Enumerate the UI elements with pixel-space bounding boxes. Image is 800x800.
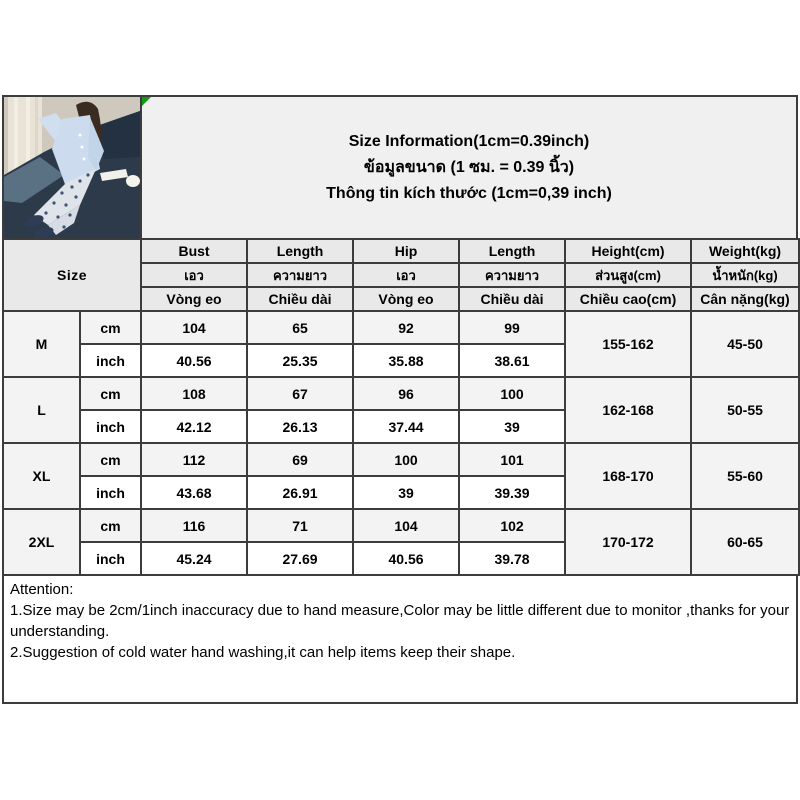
unit-label-inch: inch	[80, 476, 141, 509]
header-row	[2, 95, 798, 240]
col-header-weight-vi: Cân nặng(kg)	[691, 287, 799, 311]
product-photo-illustration	[4, 97, 140, 238]
cell-l-height: 162-168	[565, 377, 691, 443]
row-xl-cm	[3, 443, 799, 476]
cell-m-bust-cm: 104	[141, 311, 247, 344]
col-header-length2-en: Length	[459, 239, 565, 263]
cell-m-height: 155-162	[565, 311, 691, 377]
cell-2xl-hip-cm: 104	[353, 509, 459, 542]
cell-l-length2-cm: 100	[459, 377, 565, 410]
col-header-bust-en: Bust	[141, 239, 247, 263]
cell-m-length2-cm: 99	[459, 311, 565, 344]
cell-m-length1-cm: 65	[247, 311, 353, 344]
cell-m-hip-inch: 35.88	[353, 344, 459, 377]
unit-label-inch: inch	[80, 410, 141, 443]
row-2xl-cm	[3, 509, 799, 542]
cell-xl-hip-inch: 39	[353, 476, 459, 509]
attention-notes	[2, 574, 798, 704]
col-header-bust-vi: Vòng eo	[141, 287, 247, 311]
size-information-title	[142, 95, 798, 240]
cell-l-bust-inch: 42.12	[141, 410, 247, 443]
col-header-height-th: ส่วนสูง(cm)	[565, 263, 691, 287]
cell-m-length2-inch: 38.61	[459, 344, 565, 377]
cell-2xl-hip-inch: 40.56	[353, 542, 459, 575]
cell-xl-length1-cm: 69	[247, 443, 353, 476]
cell-l-weight: 50-55	[691, 377, 799, 443]
size-label-xl: XL	[3, 443, 80, 509]
cell-2xl-weight: 60-65	[691, 509, 799, 575]
size-chart-sheet	[2, 95, 798, 704]
cell-2xl-bust-inch: 45.24	[141, 542, 247, 575]
size-header-cell: Size	[3, 239, 141, 311]
col-header-length2-vi: Chiều dài	[459, 287, 565, 311]
cell-m-hip-cm: 92	[353, 311, 459, 344]
cell-corner-marker-icon	[142, 97, 151, 106]
cell-m-length1-inch: 25.35	[247, 344, 353, 377]
cell-2xl-length2-inch: 39.78	[459, 542, 565, 575]
title-line-vi: Thông tin kích thước (1cm=0,39 inch)	[326, 184, 612, 202]
col-header-length1-vi: Chiều dài	[247, 287, 353, 311]
cell-l-hip-inch: 37.44	[353, 410, 459, 443]
cell-xl-bust-cm: 112	[141, 443, 247, 476]
col-header-weight-en: Weight(kg)	[691, 239, 799, 263]
attention-heading: Attention:	[10, 581, 74, 598]
attention-line-2: 2.Suggestion of cold water hand washing,it can help items keep their shape.	[10, 644, 516, 661]
col-header-hip-en: Hip	[353, 239, 459, 263]
title-line-th: ข้อมูลขนาด (1 ซม. = 0.39 นิ้ว)	[363, 158, 575, 176]
col-header-bust-th: เอว	[141, 263, 247, 287]
col-header-height-en: Height(cm)	[565, 239, 691, 263]
row-l-cm	[3, 377, 799, 410]
size-table	[2, 238, 800, 576]
cell-xl-length2-cm: 101	[459, 443, 565, 476]
size-label-l: L	[3, 377, 80, 443]
cell-xl-bust-inch: 43.68	[141, 476, 247, 509]
size-label-m: M	[3, 311, 80, 377]
cell-xl-length2-inch: 39.39	[459, 476, 565, 509]
unit-label-cm: cm	[80, 443, 141, 476]
cell-2xl-length1-inch: 27.69	[247, 542, 353, 575]
unit-label-cm: cm	[80, 311, 141, 344]
cell-l-length2-inch: 39	[459, 410, 565, 443]
cell-l-length1-cm: 67	[247, 377, 353, 410]
cell-2xl-bust-cm: 116	[141, 509, 247, 542]
unit-label-cm: cm	[80, 509, 141, 542]
col-header-height-vi: Chiều cao(cm)	[565, 287, 691, 311]
cell-xl-length1-inch: 26.91	[247, 476, 353, 509]
col-header-length1-th: ความยาว	[247, 263, 353, 287]
cell-2xl-height: 170-172	[565, 509, 691, 575]
header-row-en	[3, 239, 799, 263]
unit-label-inch: inch	[80, 344, 141, 377]
cell-2xl-length1-cm: 71	[247, 509, 353, 542]
cell-xl-weight: 55-60	[691, 443, 799, 509]
cell-l-bust-cm: 108	[141, 377, 247, 410]
row-m-cm	[3, 311, 799, 344]
cell-xl-height: 168-170	[565, 443, 691, 509]
cell-2xl-length2-cm: 102	[459, 509, 565, 542]
col-header-length1-en: Length	[247, 239, 353, 263]
attention-line-1: 1.Size may be 2cm/1inch inaccuracy due to hand measure,Color may be little different due to monitor ,thanks for your understanding.	[10, 602, 790, 640]
col-header-hip-vi: Vòng eo	[353, 287, 459, 311]
cell-l-hip-cm: 96	[353, 377, 459, 410]
cell-l-length1-inch: 26.13	[247, 410, 353, 443]
title-line-en: Size Information(1cm=0.39inch)	[348, 132, 590, 150]
col-header-hip-th: เอว	[353, 263, 459, 287]
unit-label-cm: cm	[80, 377, 141, 410]
cell-m-weight: 45-50	[691, 311, 799, 377]
size-label-2xl: 2XL	[3, 509, 80, 575]
cell-m-bust-inch: 40.56	[141, 344, 247, 377]
cell-xl-hip-cm: 100	[353, 443, 459, 476]
unit-label-inch: inch	[80, 542, 141, 575]
col-header-length2-th: ความยาว	[459, 263, 565, 287]
col-header-weight-th: น้ำหนัก(kg)	[691, 263, 799, 287]
product-photo	[2, 95, 142, 240]
